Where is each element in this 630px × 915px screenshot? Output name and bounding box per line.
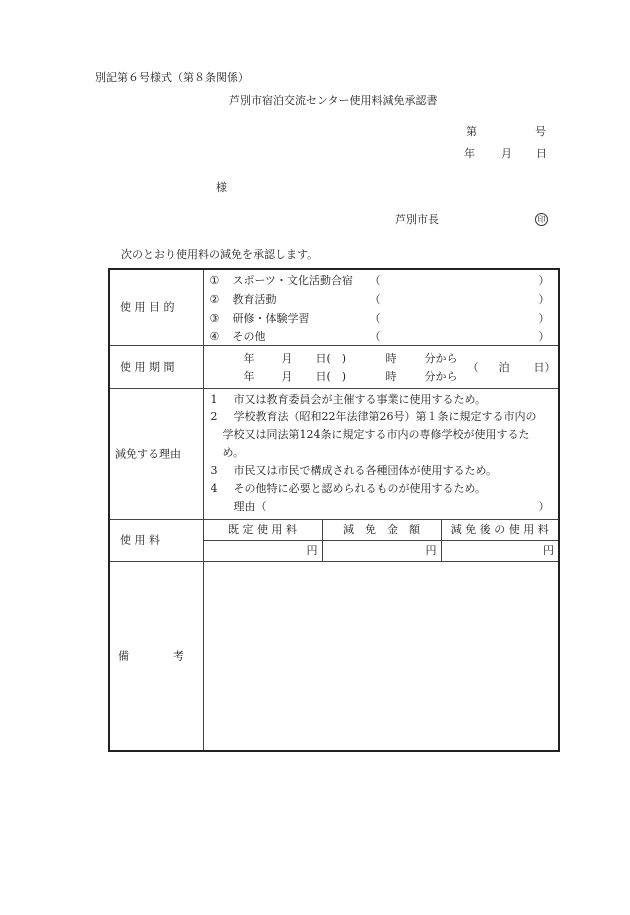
period-label-cell [109,345,203,388]
purpose-option-text: 教育活動 [232,293,277,306]
period-end-hour: 時 [385,369,397,383]
reason-item-text: 市又は教育委員会が主催する事業に使用するため。 [233,392,487,406]
fee-reduction-yen: 円 [322,540,441,561]
reason-item-num: 1 [210,392,218,406]
paren-close: ） [538,293,550,306]
paren-close: ） [538,330,550,343]
purpose-label: 使 用 目 的 [120,300,175,314]
remarks-label-cell [109,561,203,751]
reason-label-cell [109,388,203,519]
reason-item-num: 3 [210,463,218,477]
fee-standard-yen: 円 [203,540,322,561]
fee-header-standard: 既 定 使 用 料 [203,519,322,540]
paren-close: ） [538,312,550,325]
reason-item-text: 学校教育法（昭和22年法律第26号）第１条に規定する市内の [233,409,537,423]
paren-open: （ [369,293,381,306]
date-year: 年 [464,147,475,160]
purpose-row [109,269,559,345]
number-go: 号 [535,125,546,138]
fee-after-yen: 円 [441,540,559,561]
fee-header-row [109,519,559,540]
date-month: 月 [501,147,512,160]
paren-close: ） [538,274,550,287]
purpose-option-num: ③ [209,312,220,325]
remarks-label: 備 考 [118,649,184,663]
reason-label: 減免する理由 [115,447,181,461]
purpose-option-text: スポーツ・文化活動合宿 [232,274,354,287]
fee-header-after: 減 免 後 の 使 用 料 [441,519,559,540]
purpose-options-cell [203,269,559,345]
number-dai: 第 [466,125,477,138]
purpose-option-num: ② [209,293,220,306]
reason-item-text: 市民又は市民で構成される各種団体が使用するため。 [233,463,498,477]
paren-open: （ [369,330,381,343]
intro-text: 次のとおり使用料の減免を承認します。 [121,248,319,261]
approval-form-table [108,268,560,752]
issuer-name: 芦別市長 [395,213,439,226]
reason-row [109,388,559,519]
period-end-day: 日( ) [315,369,347,383]
reason-other-label: 理由（ [233,499,267,513]
purpose-option-num: ① [209,274,220,287]
reason-item-text: 学校又は同法第124条に規定する市内の専修学校が使用するた [222,427,530,441]
reason-item-num: 4 [210,481,218,495]
purpose-label-cell [109,269,203,345]
period-end-month: 月 [281,369,293,383]
form-number: 別記第６号様式（第８条関係） [95,71,249,84]
reason-item-text: め。 [222,445,245,459]
document-title: 芦別市宿泊交流センター使用料減免承認書 [229,94,438,107]
period-start-day: 日( ) [315,351,347,365]
reason-item-text: その他特に必要と認められるものが使用するため。 [233,481,487,495]
period-end-minute: 分から [424,369,458,383]
remarks-row [109,561,559,751]
recipient-sama: 様 [216,181,227,194]
period-cell [203,345,559,388]
paren-open: （ [369,312,381,325]
stay-nights: 泊 [498,360,510,374]
date-day: 日 [536,147,547,160]
purpose-option-text: その他 [232,330,266,343]
period-start-minute: 分から [424,351,458,365]
fee-label: 使 用 料 [120,533,160,547]
paren-open: （ [369,274,381,287]
fee-label-cell [109,519,203,561]
period-row [109,345,559,388]
period-start-month: 月 [281,351,293,365]
purpose-option-text: 研修・体験学習 [232,312,310,325]
period-label: 使 用 期 間 [120,360,175,374]
remarks-body [203,561,559,751]
seal-icon: 印 [535,213,548,226]
period-start-hour: 時 [385,351,397,365]
stay-days: 日） [533,360,556,374]
reason-other-close: ） [538,499,550,513]
fee-header-reduction: 減 免 金 額 [322,519,441,540]
purpose-option-num: ④ [209,330,220,343]
stay-paren-open: （ [467,360,479,374]
reason-item-num: 2 [210,409,218,423]
period-end-year: 年 [243,369,255,383]
reason-cell [203,388,559,519]
period-start-year: 年 [243,351,255,365]
